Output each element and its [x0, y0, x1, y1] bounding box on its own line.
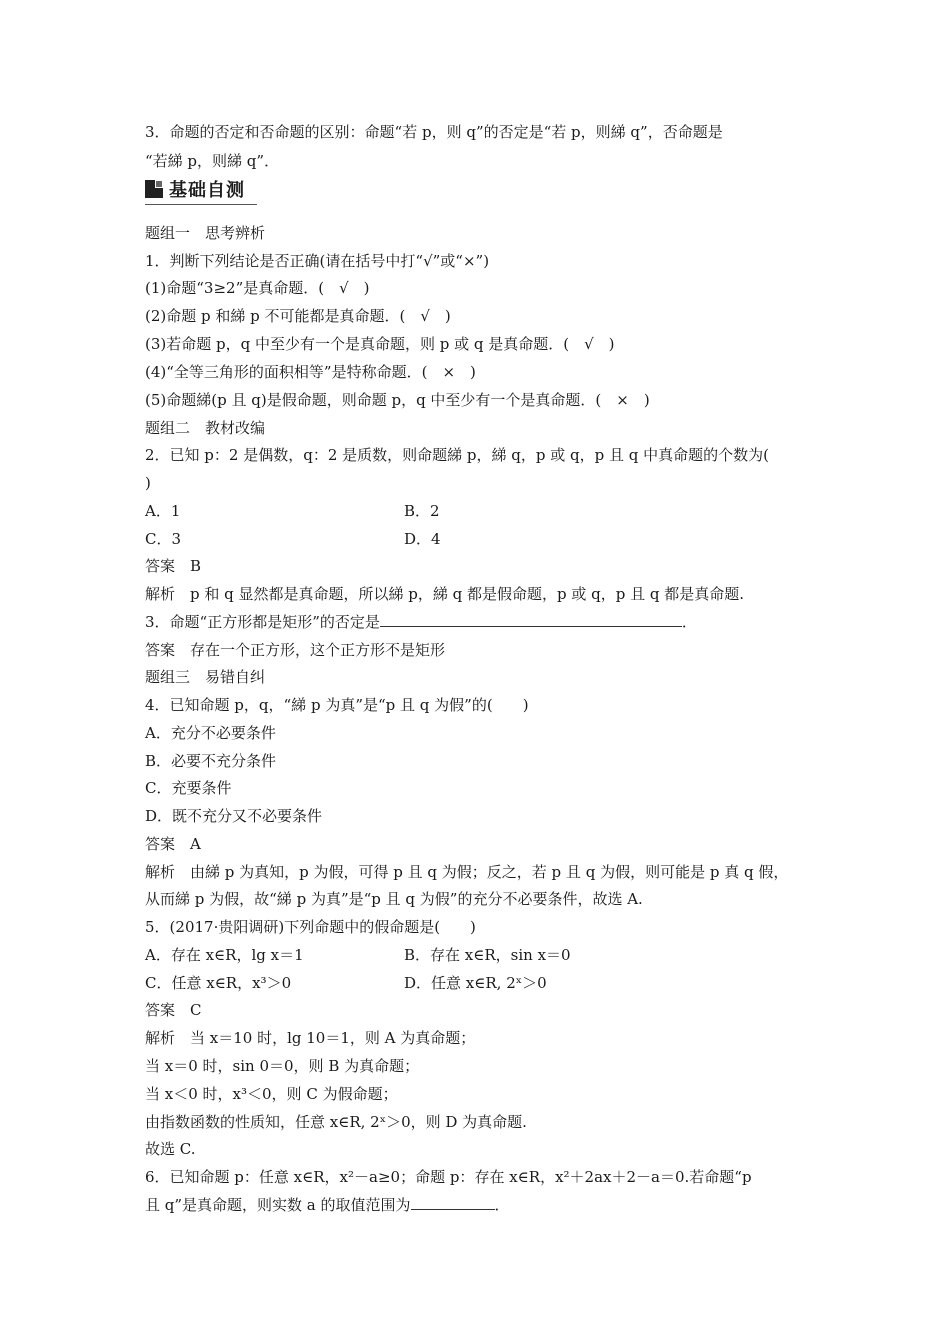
section-square-icon — [145, 180, 163, 198]
question-6-line-1: 6．已知命题 p：任意 x∈R，x²－a≥0；命题 p：存在 x∈R，x²＋2ax＋2－a＝0.若命题“p — [145, 1168, 752, 1186]
intro-line-1: 3．命题的否定和否命题的区别：命题“若 p，则 q”的否定是“若 p，则綈 q”，否命题是 — [145, 123, 723, 141]
question-5: 5．(2017·贵阳调研)下列命题中的假命题是( ) — [145, 918, 476, 936]
option-a: A．1 — [145, 502, 181, 520]
question-2-line-1: 2．已知 p：2 是偶数，q：2 是质数，则命题綈 p，綈 q，p 或 q，p 且 q 中真命题的个数为( — [145, 446, 769, 464]
question-4-option: D．既不充分又不必要条件 — [145, 807, 323, 825]
section-title: 基础自测 — [169, 180, 245, 201]
question-1-item: (3)若命题 p，q 中至少有一个是真命题，则 p 或 q 是真命题．( √ ) — [145, 335, 615, 353]
question-4-option: C．充要条件 — [145, 779, 232, 797]
question-3-end: ． — [681, 613, 697, 631]
group3-title: 题组三 易错自纠 — [145, 668, 266, 686]
question-3-text: 3．命题“正方形都是矩形”的否定是 — [145, 613, 380, 631]
question-5-option-d: D．任意 x∈R, 2ˣ＞0 — [404, 974, 547, 992]
analysis-4-line-1: 解析 由綈 p 为真知，p 为假，可得 p 且 q 为假；反之，若 p 且 q 为假，则可能是 p 真 q 假， — [145, 863, 789, 881]
group1-title: 题组一 思考辨析 — [145, 224, 266, 242]
analysis-5-line: 由指数函数的性质知，任意 x∈R, 2ˣ＞0，则 D 为真命题. — [145, 1113, 527, 1131]
question-6-text: 且 q”是真命题，则实数 a 的取值范围为 — [145, 1196, 411, 1214]
question-1-item: (1)命题“3≥2”是真命题．( √ ) — [145, 279, 370, 297]
analysis-5-line: 当 x＝0 时，sin 0＝0，则 B 为真命题； — [145, 1057, 420, 1075]
question-4-option: A．充分不必要条件 — [145, 724, 276, 742]
analysis-5-line: 解析 当 x＝10 时，lg 10＝1，则 A 为真命题； — [145, 1029, 476, 1047]
intro-line-2: “若綈 p，则綈 q”． — [145, 152, 280, 170]
question-4-option: B．必要不充分条件 — [145, 752, 277, 770]
question-1: 1．判断下列结论是否正确(请在括号中打“√”或“×”) — [145, 252, 490, 270]
answer-3: 答案 存在一个正方形，这个正方形不是矩形 — [145, 641, 446, 659]
answer-2: 答案 B — [145, 557, 202, 575]
question-5-option-c: C．任意 x∈R，x³＞0 — [145, 974, 292, 992]
question-5-option-a: A．存在 x∈R，lg x＝1 — [145, 946, 304, 964]
group2-title: 题组二 教材改编 — [145, 419, 266, 437]
answer-5: 答案 C — [145, 1001, 202, 1019]
answer-blank — [380, 612, 682, 627]
question-3 — [145, 612, 697, 632]
question-1-item: (4)“全等三角形的面积相等”是特称命题．( × ) — [145, 363, 476, 381]
section-divider — [145, 204, 257, 205]
question-4: 4．已知命题 p，q，“綈 p 为真”是“p 且 q 为假”的( ) — [145, 696, 529, 714]
answer-4: 答案 A — [145, 835, 201, 853]
option-d: D．4 — [404, 530, 441, 548]
answer-blank — [411, 1195, 495, 1210]
analysis-5-line: 故选 C. — [145, 1140, 196, 1158]
question-5-option-b: B．存在 x∈R，sin x＝0 — [404, 946, 571, 964]
analysis-4-line-2: 从而綈 p 为假，故“綈 p 为真”是“p 且 q 为假”的充分不必要条件，故选 A. — [145, 890, 643, 908]
option-b: B．2 — [404, 502, 440, 520]
question-2-line-2: ) — [145, 474, 151, 492]
section-header — [145, 176, 245, 202]
question-6-line-2 — [145, 1195, 510, 1215]
question-6-end: ． — [494, 1196, 510, 1214]
option-c: C．3 — [145, 530, 182, 548]
analysis-5-line: 当 x＜0 时，x³＜0，则 C 为假命题； — [145, 1085, 398, 1103]
analysis-2: 解析 p 和 q 显然都是真命题，所以綈 p，綈 q 都是假命题，p 或 q，p 且 q 都是真命题. — [145, 585, 745, 603]
question-1-item: (2)命题 p 和綈 p 不可能都是真命题．( √ ) — [145, 307, 451, 325]
question-1-item: (5)命题綈(p 且 q)是假命题，则命题 p，q 中至少有一个是真命题．( × ) — [145, 391, 650, 409]
